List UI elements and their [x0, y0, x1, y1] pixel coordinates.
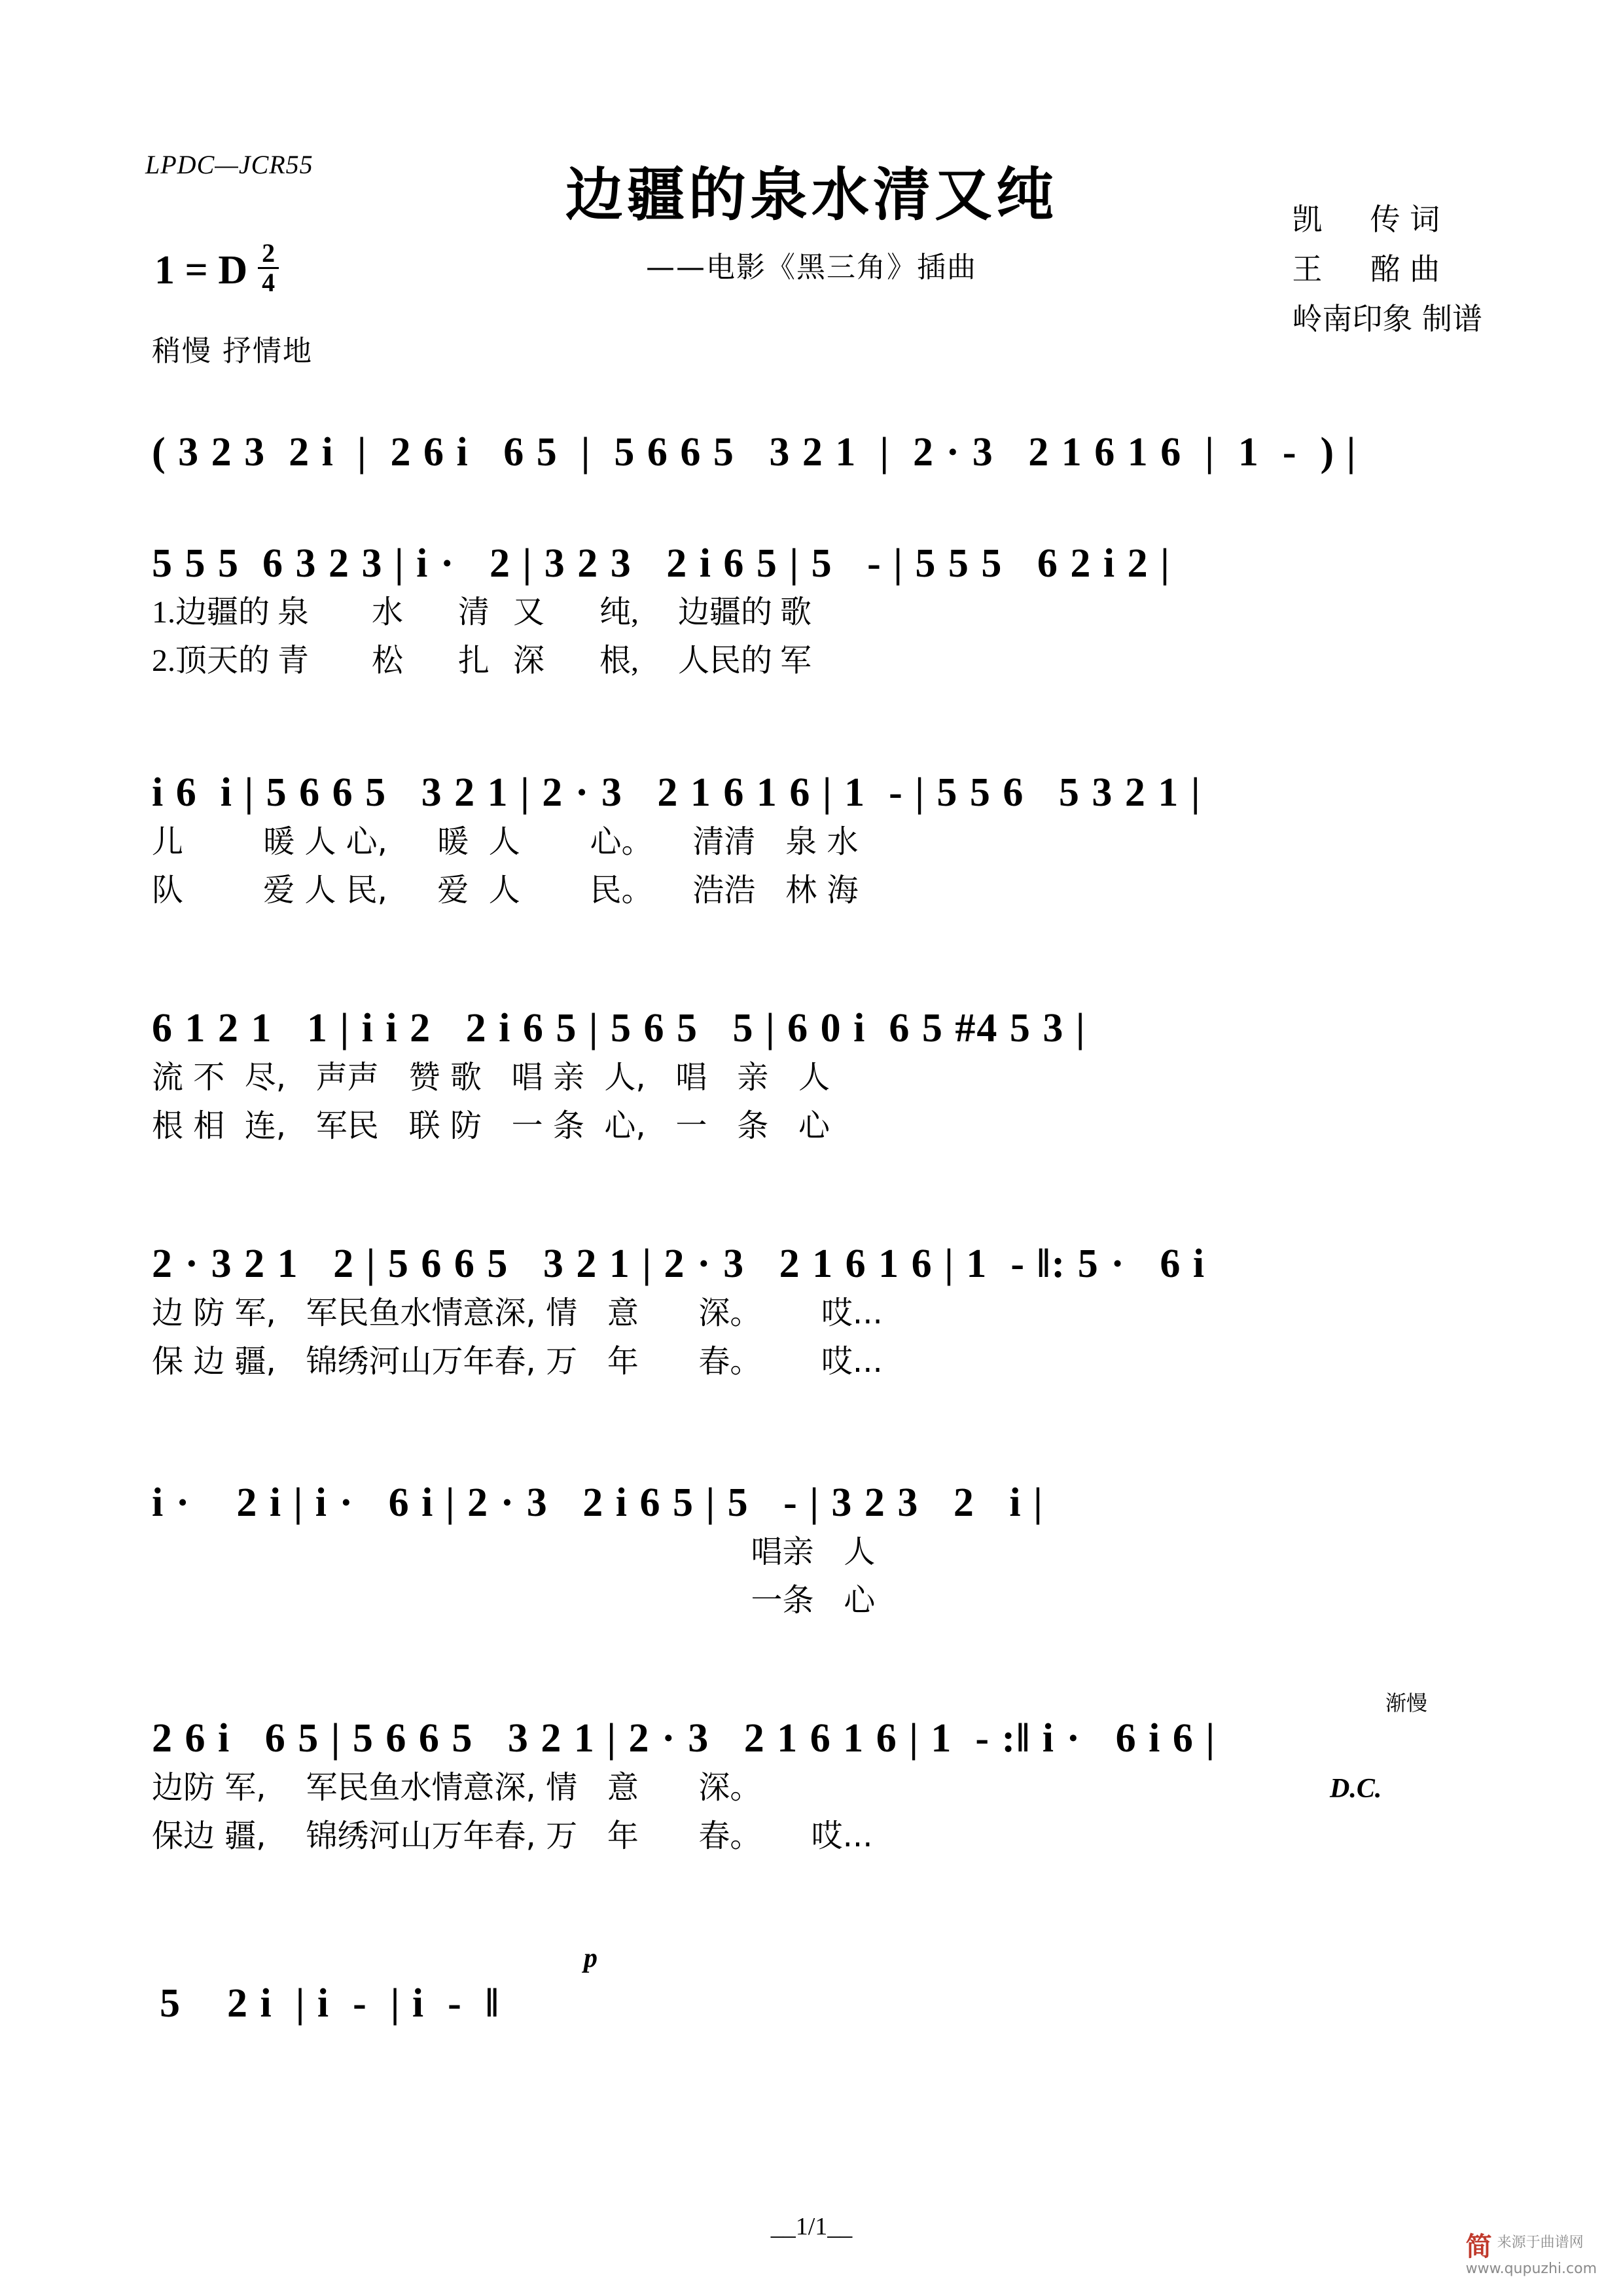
page-title: 边疆的泉水清又纯: [565, 160, 1058, 228]
time-signature: [258, 240, 279, 296]
lyric-line-verse2: 2.顶天的 青 松 扎 深 根, 人民的 军: [152, 643, 812, 678]
lyric-line-verse2: 根 相 连, 军民 联 防 一 条 心, 一 条 心: [152, 1107, 830, 1144]
notation-line: 2 · 3 2 1 2 | 5 6 6 5 3 2 1 | 2 · 3 2 1 6 1 6 | 1 - ‖: 5 · 6 i: [152, 1242, 1206, 1286]
music-system-8: [152, 1943, 1474, 2026]
lyric-line-verse2: 保 边 疆, 锦绣河山万年春, 万 年 春。 哎...: [152, 1343, 883, 1380]
lyric-line-verse2: 一条 心: [152, 1582, 876, 1619]
music-system-4: [152, 1008, 1474, 1145]
notation-line: i 6 i | 5 6 6 5 3 2 1 | 2 · 3 2 1 6 1 6 | 1 - | 5 5 6 5 3 2 1 |: [152, 770, 1202, 815]
dc-marking: D.C.: [1330, 1774, 1382, 1804]
notation-line: 6 1 2 1 1 | i i 2 2 i 6 5 | 5 6 5 5 | 6 0 i 6 5 #4 5 3 |: [152, 1006, 1086, 1050]
lyric-line-verse1: 流 不 尽, 声声 赞 歌 唱 亲 人, 唱 亲 人: [152, 1059, 830, 1096]
lyric-line-verse1: 边 防 军, 军民鱼水情意深, 情 意 深。 哎...: [152, 1295, 883, 1331]
notation-line: 5 5 5 6 3 2 3 | i · 2 | 3 2 3 2 i 6 5 | 5 - | 5 5 5 6 2 i 2 |: [152, 541, 1171, 586]
notation-line: i · 2 i | i · 6 i | 2 · 3 2 i 6 5 | 5 - | 3 2 3 2 i |: [152, 1480, 1044, 1525]
lyric-line-verse2: 保边 疆, 锦绣河山万年春, 万 年 春。 哎...: [152, 1818, 873, 1854]
music-system-2: [152, 543, 1474, 681]
ritardando-marking: 渐慢: [1385, 1691, 1428, 1715]
lyric-line-verse1: 唱亲 人: [152, 1534, 876, 1570]
key-signature: [154, 238, 279, 299]
lyric-line-verse1: 儿 暖 人 心, 暖 人 心。 清清 泉 水: [152, 823, 859, 860]
music-system-6: [152, 1482, 1474, 1620]
key-label: 1 = D: [154, 248, 248, 293]
catalog-number: LPDC—JCR55: [145, 150, 313, 179]
time-signature-numerator: 2: [258, 240, 279, 269]
credit-transcriber: 岭南印象 制谱: [1292, 300, 1482, 336]
music-system-1: [152, 432, 1474, 473]
time-signature-denominator: 4: [262, 268, 276, 297]
watermark: [1466, 2234, 1597, 2279]
music-system-5: [152, 1244, 1474, 1381]
music-system-3: [152, 772, 1474, 910]
credits: [1292, 195, 1482, 344]
watermark-url: www.qupuzhi.com: [1465, 2261, 1597, 2278]
credit-composer: 王 酩 曲: [1292, 251, 1440, 287]
notation-line: ( 3 2 3 2 i | 2 6 i 6 5 | 5 6 6 5 3 2 1 | 2 · 3 2 1 6 1 6 | 1 - ) |: [152, 430, 1357, 475]
tempo-marking: 稍慢 抒情地: [152, 334, 313, 368]
subtitle: ——电影《黑三角》插曲: [646, 251, 977, 284]
page-number: __1/1__: [770, 2213, 853, 2240]
lyric-line-verse1: 边防 军, 军民鱼水情意深, 情 意 深。: [152, 1769, 762, 1806]
music-system-7: [152, 1691, 1474, 1856]
watermark-seal-icon: 简: [1465, 2232, 1492, 2263]
lyric-line-verse2: 队 爱 人 民, 爱 人 民。 浩浩 林 海: [152, 872, 859, 908]
watermark-source: 来源于曲谱网: [1497, 2234, 1584, 2251]
notation-line: 5 2 i | i - | i - ‖: [160, 1981, 500, 2026]
credit-lyricist: 凯 传 词: [1292, 202, 1440, 237]
dynamic-p-marking: p: [584, 1943, 597, 1973]
lyric-line-verse1: 1.边疆的 泉 水 清 又 纯, 边疆的 歌: [152, 595, 812, 630]
notation-line: 2 6 i 6 5 | 5 6 6 5 3 2 1 | 2 · 3 2 1 6 1 6 | 1 - :‖ i · 6 i 6 |: [152, 1716, 1217, 1761]
